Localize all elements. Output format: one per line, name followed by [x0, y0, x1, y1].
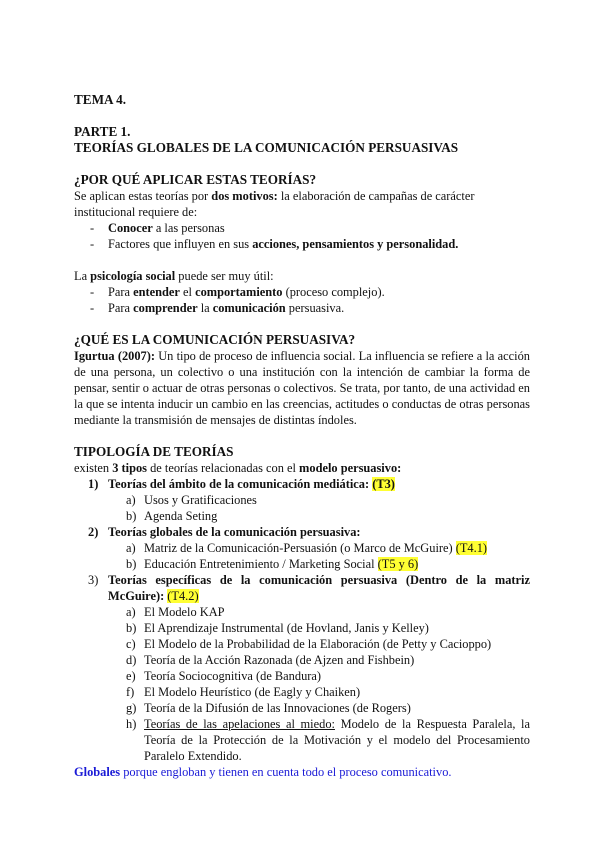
list-item: c) El Modelo de la Probabilidad de la Elaboración (de Petty y Cacioppo) [126, 637, 492, 651]
tipologia-intro: existen 3 tipos de teorías relacionadas con el modelo persuasivo: [74, 461, 402, 475]
list-item: a) El Modelo KAP [126, 605, 225, 619]
group-2-title: 2) Teorías globales de la comunicación persuasiva: [88, 525, 361, 539]
list-item: b) Educación Entretenimiento / Marketing Social (T5 y 6) [126, 557, 419, 571]
list-item: b) El Aprendizaje Instrumental (de Hovland, Janis y Kelley) [126, 621, 429, 635]
list-item: - Para entender el comportamiento (proceso complejo). [90, 285, 385, 299]
group-3-title: 3) Teorías específicas de la comunicación persuasiva (Dentro de la matriz McGuire): (T4.2) [88, 573, 530, 603]
por-que-intro: Se aplican estas teorías por dos motivos: la elaboración de campañas de carácter institucional requiere de: [74, 189, 475, 219]
document-page [74, 92, 530, 780]
que-es-heading: ¿QUÉ ES LA COMUNICACIÓN PERSUASIVA? [74, 332, 356, 347]
psicologia-bullets [74, 284, 530, 316]
list-item: - Conocer a las personas [90, 221, 225, 235]
por-que-heading: ¿POR QUÉ APLICAR ESTAS TEORÍAS? [74, 172, 317, 187]
list-item: d) Teoría de la Acción Razonada (de Ajzen and Fishbein) [126, 653, 415, 667]
list-item: f) El Modelo Heurístico (de Eagly y Chaiken) [126, 685, 361, 699]
group-1-title: 1) Teorías del ámbito de la comunicación mediática: (T3) [88, 477, 395, 491]
que-es-paragraph: Igurtua (2007): Un tipo de proceso de influencia social. La influencia se refiere a la acción de una persona, un colectivo o una institución con la intención de cambiar la forma de pensar, sentir o actuar de otras personas o colectivos. Se trata, por tanto, de una actividad en la que se intenta inducir un cambio en las creencias, actitudes o conductas de otras personas mediante la transmisión de mensajes de distintas índoles. [74, 349, 530, 427]
list-item: e) Teoría Sociocognitiva (de Bandura) [126, 669, 322, 683]
psicologia-intro: La psicología social puede ser muy útil: [74, 269, 274, 283]
list-item: - Para comprender la comunicación persuasiva. [90, 301, 345, 315]
list-item: - Factores que influyen en sus acciones, pensamientos y personalidad. [90, 237, 459, 251]
list-item: a) Usos y Gratificaciones [126, 493, 257, 507]
parte-title: TEORÍAS GLOBALES DE LA COMUNICACIÓN PERSUASIVAS [74, 140, 459, 155]
tema-heading: TEMA 4. [74, 92, 127, 107]
list-item: h) Teorías de las apelaciones al miedo: Modelo de la Respuesta Paralela, la Teoría de la Protección de la Motivación y el modelo del Procesamiento Paralelo Extendido. [126, 717, 530, 763]
tipologia-heading: TIPOLOGÍA DE TEORÍAS [74, 444, 234, 459]
por-que-bullets [74, 220, 530, 252]
list-item: g) Teoría de la Difusión de las Innovaciones (de Rogers) [126, 701, 411, 715]
parte-label: PARTE 1. [74, 124, 131, 139]
list-item: b) Agenda Seting [126, 509, 218, 523]
list-item: a) Matriz de la Comunicación-Persuasión (o Marco de McGuire) (T4.1) [126, 541, 488, 555]
globales-note: Globales porque engloban y tienen en cuenta todo el proceso comunicativo. [74, 765, 452, 779]
